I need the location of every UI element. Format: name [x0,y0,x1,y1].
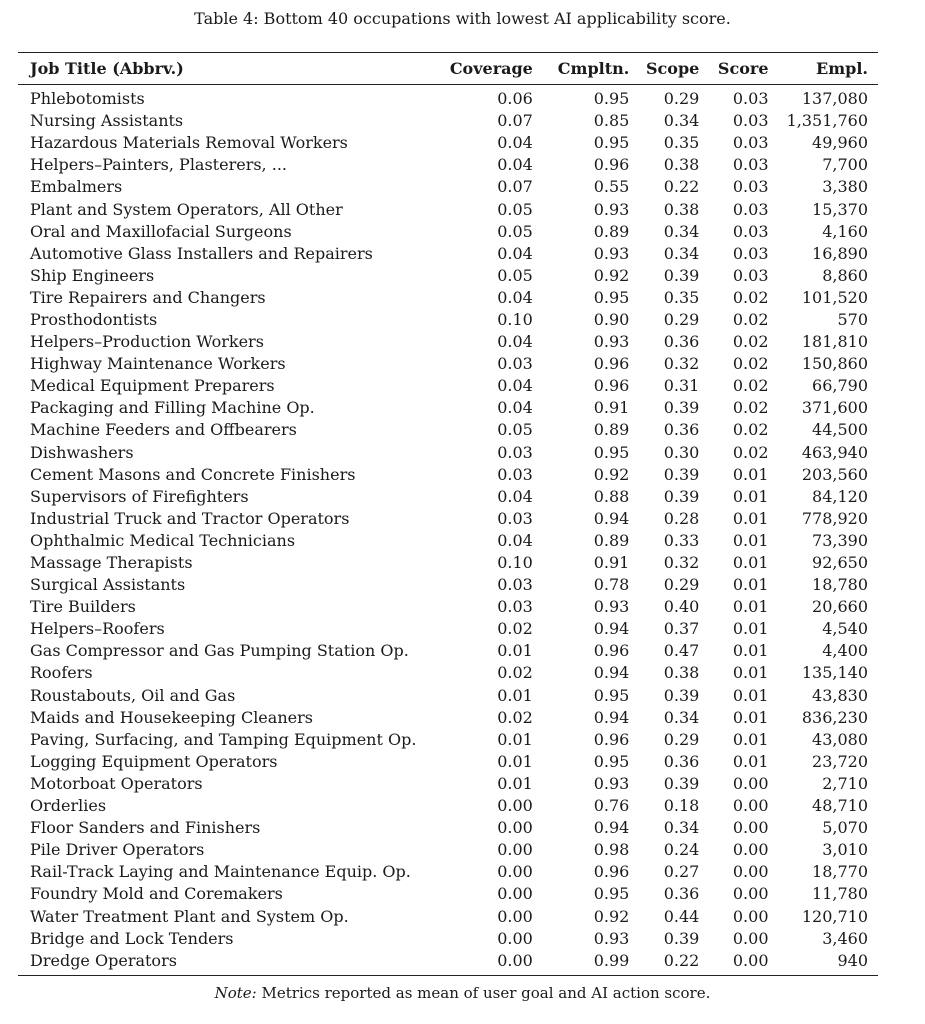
cell-job-title: Machine Feeders and Offbearers [30,420,297,440]
cell-completion: 0.96 [593,354,630,374]
cell-completion: 0.94 [593,707,630,727]
header-coverage: Coverage [432,53,539,85]
table-row [18,883,878,905]
cell-score: 0.01 [732,486,769,506]
cell-coverage: 0.02 [497,663,533,683]
cell-job-title: Gas Compressor and Gas Pumping Station Op. [30,641,409,661]
cell-coverage: 0.00 [432,950,539,976]
table-row [18,773,878,795]
cell-completion: 0.89 [593,221,630,241]
table-caption: Table 4: Bottom 40 occupations with lowest AI applicability score. [194,9,731,28]
cell-completion: 0.95 [593,89,630,109]
cell-score: 0.01 [732,508,769,528]
cell-score: 0.02 [732,420,769,440]
table-row [18,265,878,287]
cell-completion: 0.76 [593,796,630,816]
cell-coverage: 0.10 [497,309,533,329]
cell-scope: 0.29 [663,575,700,595]
cell-score: 0.03 [732,155,769,175]
cell-employment: 4,540 [822,619,868,639]
cell-job-title: Industrial Truck and Tractor Operators [30,508,350,528]
cell-scope: 0.29 [663,89,700,109]
table-row [18,132,878,154]
cell-job-title: Helpers–Roofers [30,619,165,639]
cell-coverage: 0.03 [497,442,533,462]
cell-job-title: Packaging and Filling Machine Op. [30,398,315,418]
cell-job-title: Massage Therapists [30,553,193,573]
cell-job-title: Phlebotomists [30,89,145,109]
table-row [18,839,878,861]
note-label: Note: [214,984,257,1002]
cell-coverage: 0.03 [497,508,533,528]
table-row [18,508,878,530]
header-employment: Empl. [775,53,879,85]
cell-job-title: Oral and Maxillofacial Surgeons [30,221,292,241]
cell-coverage: 0.00 [497,840,533,860]
cell-score: 0.01 [732,464,769,484]
header-row [18,53,878,85]
table-row [18,464,878,486]
cell-coverage: 0.03 [497,597,533,617]
cell-job-title: Water Treatment Plant and System Op. [30,906,349,926]
cell-score: 0.01 [732,619,769,639]
cell-completion: 0.85 [593,111,630,131]
cell-completion: 0.92 [593,265,630,285]
cell-scope: 0.18 [663,796,700,816]
cell-score: 0.03 [732,265,769,285]
cell-scope: 0.40 [663,597,700,617]
cell-job-title: Highway Maintenance Workers [30,354,286,374]
cell-job-title: Pile Driver Operators [30,840,205,860]
cell-coverage: 0.04 [497,398,533,418]
table-row [18,198,878,220]
cell-score: 0.01 [732,597,769,617]
header-score: Score [705,53,774,85]
cell-completion: 0.88 [593,486,630,506]
cell-employment: 8,860 [822,265,868,285]
cell-employment: 73,390 [812,530,868,550]
cell-score: 0.02 [732,354,769,374]
cell-scope: 0.30 [663,442,700,462]
cell-employment: 92,650 [812,553,868,573]
cell-employment: 16,890 [812,243,868,263]
table-row [18,353,878,375]
cell-scope: 0.24 [663,840,700,860]
cell-job-title: Hazardous Materials Removal Workers [30,133,348,153]
table-row [18,795,878,817]
cell-coverage: 0.04 [497,486,533,506]
cell-score: 0.01 [732,553,769,573]
cell-coverage: 0.01 [497,685,533,705]
cell-score: 0.02 [732,376,769,396]
cell-job-title: Roofers [30,663,93,683]
cell-score: 0.01 [732,575,769,595]
cell-job-title: Prosthodontists [30,309,158,329]
cell-completion: 0.94 [593,663,630,683]
cell-completion: 0.93 [593,199,630,219]
table-row [18,442,878,464]
cell-employment: 3,010 [822,840,868,860]
cell-job-title: Bridge and Lock Tenders [30,928,234,948]
cell-coverage: 0.01 [497,641,533,661]
table-header [18,53,878,85]
cell-score: 0.03 [732,133,769,153]
table-note [0,984,925,1002]
cell-employment: 15,370 [812,199,868,219]
table-row [18,950,878,976]
table-row [18,309,878,331]
cell-scope: 0.33 [663,530,700,550]
cell-scope: 0.38 [663,199,700,219]
cell-scope: 0.47 [663,641,700,661]
cell-job-title: Paving, Surfacing, and Tamping Equipment Op. [30,729,417,749]
cell-scope: 0.34 [663,707,700,727]
cell-score: 0.00 [732,906,769,926]
cell-score: 0.00 [732,818,769,838]
cell-employment: 101,520 [801,287,868,307]
cell-employment: 43,830 [812,685,868,705]
cell-job-title: Tire Builders [30,597,136,617]
cell-job-title: Surgical Assistants [30,575,186,595]
cell-score: 0.01 [732,707,769,727]
cell-completion: 0.92 [593,906,630,926]
table-row [18,685,878,707]
cell-completion: 0.96 [593,155,630,175]
cell-employment: 203,560 [801,464,868,484]
cell-completion: 0.94 [593,508,630,528]
cell-scope: 0.39 [663,928,700,948]
cell-scope: 0.32 [663,354,700,374]
cell-coverage: 0.00 [497,906,533,926]
cell-employment: 23,720 [812,751,868,771]
cell-completion: 0.96 [593,641,630,661]
cell-score: 0.01 [732,729,769,749]
cell-job-title: Plant and System Operators, All Other [30,199,343,219]
cell-job-title: Supervisors of Firefighters [30,486,249,506]
cell-completion: 0.89 [593,420,630,440]
table-row [18,707,878,729]
cell-employment: 4,400 [822,641,868,661]
cell-scope: 0.35 [663,133,700,153]
cell-completion: 0.98 [593,840,630,860]
cell-completion: 0.96 [593,729,630,749]
cell-employment: 1,351,760 [786,111,868,131]
cell-employment: 11,780 [812,884,868,904]
cell-completion: 0.91 [593,553,630,573]
cell-score: 0.00 [732,796,769,816]
cell-completion: 0.93 [593,928,630,948]
cell-employment: 44,500 [812,420,868,440]
cell-employment: 371,600 [801,398,868,418]
table-row [18,221,878,243]
cell-employment: 49,960 [812,133,868,153]
cell-coverage: 0.04 [497,530,533,550]
cell-job-title: Maids and Housekeeping Cleaners [30,707,313,727]
cell-job-title: Orderlies [30,796,107,816]
cell-scope: 0.29 [663,309,700,329]
cell-job-title: Dishwashers [30,442,134,462]
cell-employment: 181,810 [801,332,868,352]
cell-job-title: Helpers–Production Workers [30,332,264,352]
cell-employment: 940 [775,950,879,976]
table-body [18,85,878,976]
cell-scope: 0.29 [663,729,700,749]
cell-employment: 150,860 [801,354,868,374]
cell-coverage: 0.00 [497,928,533,948]
cell-score: 0.00 [732,840,769,860]
cell-scope: 0.36 [663,884,700,904]
cell-coverage: 0.05 [497,265,533,285]
cell-coverage: 0.07 [497,177,533,197]
cell-coverage: 0.07 [497,111,533,131]
cell-completion: 0.95 [593,133,630,153]
cell-score: 0.02 [732,332,769,352]
cell-completion: 0.78 [593,575,630,595]
cell-employment: 4,160 [822,221,868,241]
cell-job-title: Nursing Assistants [30,111,184,131]
table-row [18,552,878,574]
cell-scope: 0.36 [663,420,700,440]
table-row [18,110,878,132]
note-text: Metrics reported as mean of user goal and AI action score. [261,984,711,1002]
cell-employment: 18,780 [812,575,868,595]
cell-employment: 3,460 [822,928,868,948]
cell-completion: 0.94 [593,818,630,838]
cell-job-title: Roustabouts, Oil and Gas [30,685,236,705]
cell-coverage: 0.04 [497,155,533,175]
cell-coverage: 0.01 [497,751,533,771]
cell-coverage: 0.06 [497,89,533,109]
table-row [18,817,878,839]
cell-employment: 570 [837,309,868,329]
table-row [18,154,878,176]
cell-completion: 0.93 [593,332,630,352]
table-row [18,640,878,662]
table-row [18,729,878,751]
cell-job-title: Rail-Track Laying and Maintenance Equip. Op. [30,862,411,882]
cell-employment: 778,920 [801,508,868,528]
cell-coverage: 0.04 [497,376,533,396]
cell-coverage: 0.01 [497,729,533,749]
table-row [18,243,878,265]
cell-job-title: Tire Repairers and Changers [30,287,266,307]
cell-scope: 0.38 [663,155,700,175]
cell-completion: 0.95 [593,287,630,307]
cell-employment: 48,710 [812,796,868,816]
cell-scope: 0.36 [663,332,700,352]
cell-scope: 0.38 [663,663,700,683]
cell-coverage: 0.04 [497,287,533,307]
table-row [18,486,878,508]
cell-job-title: Dredge Operators [18,950,432,976]
cell-completion: 0.95 [593,442,630,462]
cell-scope: 0.39 [663,773,700,793]
cell-coverage: 0.01 [497,773,533,793]
table-row [18,375,878,397]
cell-scope: 0.31 [663,376,700,396]
table-row [18,905,878,927]
cell-employment: 2,710 [822,773,868,793]
cell-scope: 0.37 [663,619,700,639]
cell-completion: 0.92 [593,464,630,484]
cell-employment: 18,770 [812,862,868,882]
table-row [18,662,878,684]
cell-job-title: Foundry Mold and Coremakers [30,884,283,904]
cell-completion: 0.93 [593,243,630,263]
table-row [18,331,878,353]
cell-completion: 0.94 [593,619,630,639]
cell-scope: 0.35 [663,287,700,307]
cell-score: 0.00 [705,950,774,976]
table-row [18,397,878,419]
cell-coverage: 0.03 [497,575,533,595]
cell-coverage: 0.05 [497,221,533,241]
cell-employment: 84,120 [812,486,868,506]
cell-coverage: 0.03 [497,354,533,374]
cell-coverage: 0.04 [497,243,533,263]
cell-employment: 137,080 [801,89,868,109]
cell-scope: 0.39 [663,464,700,484]
cell-completion: 0.99 [539,950,635,976]
cell-coverage: 0.04 [497,332,533,352]
cell-employment: 5,070 [822,818,868,838]
cell-job-title: Logging Equipment Operators [30,751,278,771]
table-row [18,596,878,618]
cell-job-title: Motorboat Operators [30,773,203,793]
cell-coverage: 0.05 [497,199,533,219]
cell-scope: 0.39 [663,486,700,506]
cell-completion: 0.55 [593,177,630,197]
cell-employment: 3,380 [822,177,868,197]
cell-employment: 463,940 [801,442,868,462]
cell-completion: 0.93 [593,773,630,793]
cell-scope: 0.22 [663,177,700,197]
cell-completion: 0.93 [593,597,630,617]
cell-score: 0.00 [732,928,769,948]
cell-score: 0.01 [732,685,769,705]
cell-job-title: Ophthalmic Medical Technicians [30,530,296,550]
cell-coverage: 0.10 [497,553,533,573]
cell-employment: 836,230 [801,707,868,727]
cell-job-title: Automotive Glass Installers and Repairers [30,243,373,263]
cell-employment: 135,140 [801,663,868,683]
cell-scope: 0.34 [663,111,700,131]
cell-job-title: Ship Engineers [30,265,155,285]
cell-score: 0.03 [732,221,769,241]
cell-coverage: 0.02 [497,619,533,639]
cell-score: 0.00 [732,884,769,904]
cell-score: 0.02 [732,287,769,307]
table-row [18,574,878,596]
cell-completion: 0.95 [593,884,630,904]
cell-completion: 0.90 [593,309,630,329]
cell-employment: 66,790 [812,376,868,396]
cell-scope: 0.39 [663,265,700,285]
cell-scope: 0.22 [635,950,705,976]
cell-employment: 7,700 [822,155,868,175]
cell-scope: 0.36 [663,751,700,771]
cell-score: 0.01 [732,751,769,771]
cell-score: 0.02 [732,309,769,329]
cell-coverage: 0.03 [497,464,533,484]
cell-job-title: Embalmers [30,177,123,197]
cell-scope: 0.39 [663,685,700,705]
cell-scope: 0.34 [663,221,700,241]
cell-job-title: Floor Sanders and Finishers [30,818,261,838]
cell-coverage: 0.04 [497,133,533,153]
cell-score: 0.03 [732,177,769,197]
cell-scope: 0.34 [663,243,700,263]
cell-score: 0.03 [732,89,769,109]
cell-completion: 0.89 [593,530,630,550]
cell-score: 0.03 [732,199,769,219]
cell-employment: 120,710 [801,906,868,926]
header-scope: Scope [635,53,705,85]
cell-score: 0.01 [732,663,769,683]
cell-completion: 0.95 [593,685,630,705]
cell-scope: 0.44 [663,906,700,926]
cell-completion: 0.96 [593,862,630,882]
cell-score: 0.02 [732,398,769,418]
cell-coverage: 0.00 [497,796,533,816]
table-row [18,176,878,198]
table-row [18,287,878,309]
header-job-title: Job Title (Abbrv.) [18,53,432,85]
cell-scope: 0.34 [663,818,700,838]
cell-coverage: 0.05 [497,420,533,440]
cell-score: 0.01 [732,641,769,661]
occupations-table [18,52,878,976]
cell-scope: 0.28 [663,508,700,528]
cell-coverage: 0.00 [497,818,533,838]
cell-score: 0.00 [732,862,769,882]
cell-score: 0.00 [732,773,769,793]
table-row [18,751,878,773]
table-row [18,928,878,950]
cell-coverage: 0.00 [497,862,533,882]
cell-job-title: Cement Masons and Concrete Finishers [30,464,356,484]
header-completion: Cmpltn. [539,53,635,85]
cell-score: 0.03 [732,243,769,263]
cell-completion: 0.95 [593,751,630,771]
table-row [18,861,878,883]
cell-job-title: Medical Equipment Preparers [30,376,275,396]
cell-coverage: 0.00 [497,884,533,904]
table-row [18,618,878,640]
cell-employment: 43,080 [812,729,868,749]
cell-scope: 0.39 [663,398,700,418]
cell-completion: 0.91 [593,398,630,418]
cell-coverage: 0.02 [497,707,533,727]
cell-score: 0.02 [732,442,769,462]
cell-completion: 0.96 [593,376,630,396]
cell-employment: 20,660 [812,597,868,617]
table-row [18,419,878,441]
cell-score: 0.03 [732,111,769,131]
cell-scope: 0.32 [663,553,700,573]
table-row [18,530,878,552]
cell-scope: 0.27 [663,862,700,882]
cell-job-title: Helpers–Painters, Plasterers, ... [30,155,287,175]
cell-score: 0.01 [732,530,769,550]
table-row [18,85,878,111]
